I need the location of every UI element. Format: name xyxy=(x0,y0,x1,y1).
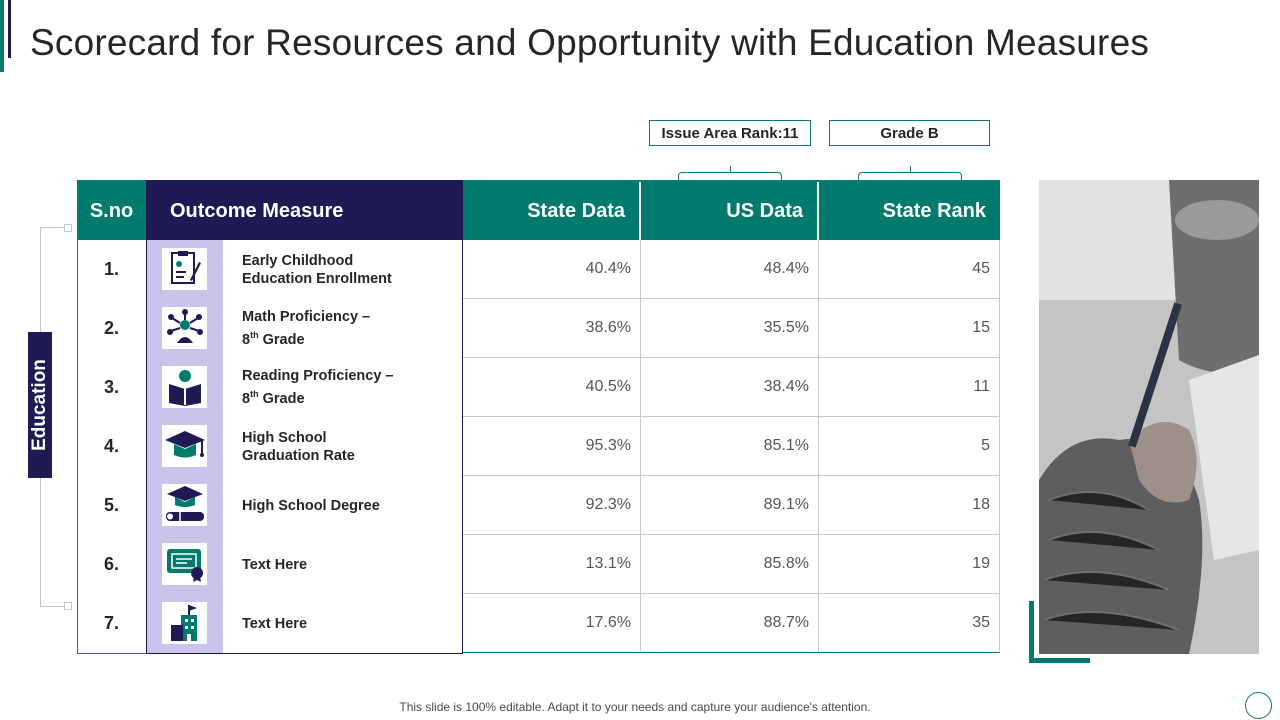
writing-hand-photo xyxy=(1039,180,1259,654)
row-number: 3. xyxy=(103,377,119,397)
header-us-data: US Data xyxy=(641,182,818,240)
measure-line-1: Text Here xyxy=(242,615,308,632)
state-data-cell: 95.3% xyxy=(463,417,641,476)
outcome-measure xyxy=(242,299,452,358)
measure-line-2: 8th Grade xyxy=(242,330,305,348)
state-rank-cell: 15 xyxy=(819,299,1000,358)
outcome-measure xyxy=(242,476,452,535)
accent-bar-secondary xyxy=(8,0,11,58)
table-row xyxy=(77,240,1000,299)
measure-line-2: 8th Grade xyxy=(242,389,305,407)
header-outcome-measure: Outcome Measure xyxy=(146,180,463,240)
measure-line-2: Education Enrollment xyxy=(242,270,392,287)
certificate-icon xyxy=(162,543,207,585)
us-data-cell: 85.1% xyxy=(641,417,819,476)
us-data-cell: 38.4% xyxy=(641,358,819,417)
outcome-measure xyxy=(242,240,452,299)
row-number: 2. xyxy=(103,318,119,338)
state-data-cell: 17.6% xyxy=(463,594,641,653)
us-data-cell: 85.8% xyxy=(641,535,819,594)
measure-line-1: Math Proficiency – xyxy=(242,309,371,326)
table-row xyxy=(77,358,1000,417)
state-data-cell: 92.3% xyxy=(463,476,641,535)
state-rank-cell: 5 xyxy=(819,417,1000,476)
state-rank-cell: 18 xyxy=(819,476,1000,535)
school-building-icon xyxy=(162,602,207,644)
scorecard-table xyxy=(77,180,1000,654)
outcome-measure xyxy=(242,358,452,417)
measure-line-1: High School Degree xyxy=(242,497,380,514)
document-pen-icon xyxy=(162,248,207,290)
row-number: 1. xyxy=(103,259,119,279)
state-rank-cell: 35 xyxy=(819,594,1000,653)
outcome-measure xyxy=(242,594,452,653)
us-data-cell: 88.7% xyxy=(641,594,819,653)
row-number: 5. xyxy=(103,495,119,515)
measure-line-1: Reading Proficiency – xyxy=(242,368,394,385)
measure-line-1: High School xyxy=(242,429,327,446)
outcome-measure xyxy=(242,417,452,476)
table-row xyxy=(77,535,1000,594)
state-data-cell: 40.5% xyxy=(463,358,641,417)
issue-area-rank-tag: Issue Area Rank:11 xyxy=(649,120,811,146)
page-title: Scorecard for Resources and Opportunity with Education Measures xyxy=(30,22,1150,63)
photo-corner-accent xyxy=(1029,601,1090,663)
table-row xyxy=(77,476,1000,535)
header-sno: S.no xyxy=(77,182,146,240)
measure-line-2: Graduation Rate xyxy=(242,447,355,464)
education-side-label-text: Education xyxy=(29,359,50,451)
nav-circle-button[interactable] xyxy=(1245,692,1272,719)
cap-diploma-icon xyxy=(162,484,207,526)
state-data-cell: 40.4% xyxy=(463,240,641,299)
header-state-rank: State Rank xyxy=(819,182,1000,240)
outcome-measure xyxy=(242,535,452,594)
reading-person-icon xyxy=(162,366,207,408)
row-number: 7. xyxy=(103,613,119,633)
us-data-cell: 48.4% xyxy=(641,240,819,299)
network-person-icon xyxy=(162,307,207,349)
state-rank-cell: 45 xyxy=(819,240,1000,299)
table-row xyxy=(77,417,1000,476)
row-number: 6. xyxy=(103,554,119,574)
measure-line-1: Text Here xyxy=(242,556,308,573)
state-data-cell: 38.6% xyxy=(463,299,641,358)
row-number: 4. xyxy=(103,436,119,456)
measure-line-1: Early Childhood xyxy=(242,252,354,269)
us-data-cell: 35.5% xyxy=(641,299,819,358)
header-state-data: State Data xyxy=(463,182,640,240)
state-data-cell: 13.1% xyxy=(463,535,641,594)
grade-tag: Grade B xyxy=(829,120,990,146)
accent-bar xyxy=(0,0,4,72)
state-rank-cell: 11 xyxy=(819,358,1000,417)
us-data-cell: 89.1% xyxy=(641,476,819,535)
table-row xyxy=(77,594,1000,653)
graduation-cap-icon xyxy=(162,425,207,467)
table-row xyxy=(77,299,1000,358)
education-side-label xyxy=(28,332,52,478)
footer-note: This slide is 100% editable. Adapt it to your needs and capture your audience's attention. xyxy=(399,700,871,714)
state-rank-cell: 19 xyxy=(819,535,1000,594)
